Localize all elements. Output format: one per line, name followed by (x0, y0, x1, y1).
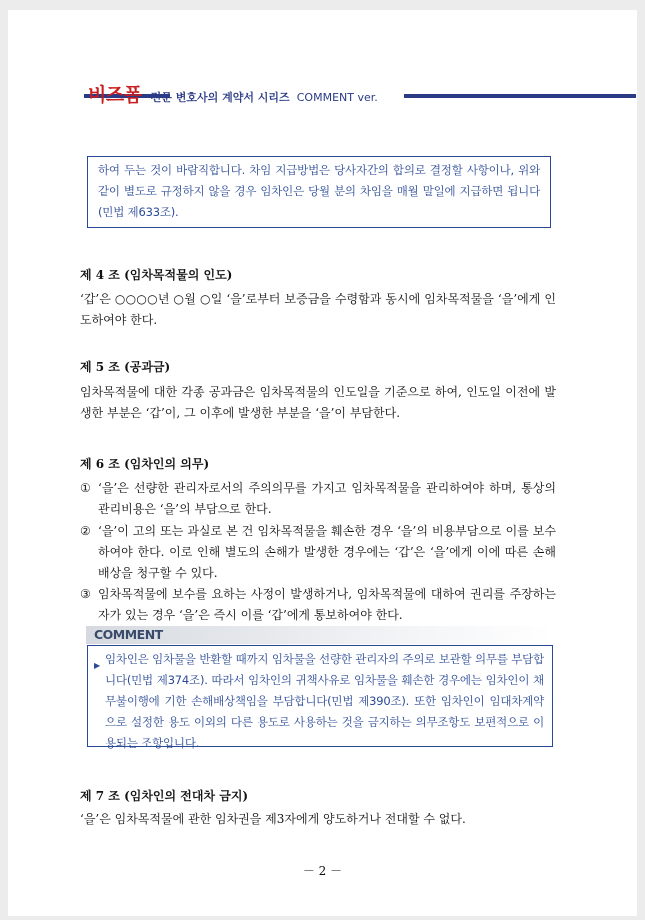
item-text: 임차목적물에 보수를 요하는 사정이 발생하거나, 임차목적물에 대하여 권리를 주장하는 자가 있는 경우 ‘을’은 즉시 이를 ‘갑’에게 통보하여야 한다. (98, 587, 556, 622)
article-6-item-3 (80, 584, 556, 626)
note-box (87, 156, 551, 228)
item-number: ③ (80, 587, 91, 601)
item-text: ‘을’은 선량한 관리자로서의 주의의무를 가지고 임차목적물을 관리하여야 하며, 통상의 관리비용은 ‘을’의 부담으로 한다. (98, 481, 556, 516)
comment-box (87, 645, 553, 750)
article-4-heading: 제 4 조 (임차목적물의 인도) (80, 268, 233, 282)
article-5-body: 임차목적물에 대한 각종 공과금은 임차목적물의 인도일을 기준으로 하여, 인도일 이전에 발생한 부분은 ‘갑’이, 그 이후에 발생한 부분을 ‘을’이 부담한다. (80, 385, 556, 420)
article-7-heading: 제 7 조 (임차인의 전대차 금지) (80, 789, 249, 803)
article-6-item-2 (80, 521, 556, 584)
comment-label-bar (86, 626, 554, 644)
comment-label: COMMENT (94, 627, 163, 642)
brand-logo: 비즈폼 (88, 84, 142, 106)
page-number: － 2 － (302, 864, 343, 878)
note-text: 하여 두는 것이 바람직합니다. 차임 지급방법은 당사자간의 합의로 결정할 사항이나, 위와 같이 별도로 규정하지 않을 경우 임차인은 당월 분의 차임을 매월 말일에 지급하면 됩니다(민법 제633조). (98, 163, 540, 219)
item-number: ② (80, 524, 91, 538)
comment-text: 임차인은 임차물을 반환할 때까지 임차물을 선량한 관리자의 주의로 보관할 의무를 부담합니다(민법 제374조). 따라서 임차인의 귀책사유로 임차물을 훼손한 경우에는 임차인이 채무불이행에 기한 손해배상책임을 부담합니다(민법 제390조). 또한 임차인이 임대차계약으로 설정한 용도 이외의 다른 용도로 사용하는 것을 금지하는 의무조항도 보편적으로 이용되는 조항입니다. (105, 652, 544, 750)
document-header (88, 80, 378, 107)
article-5-heading: 제 5 조 (공과금) (80, 360, 171, 374)
header-rule-right (404, 94, 636, 98)
article-7-body: ‘을’은 임차목적물에 관한 임차권을 제3자에게 양도하거나 전대할 수 없다. (80, 812, 466, 826)
article-6-heading: 제 6 조 (임차인의 의무) (80, 457, 210, 471)
series-title: 전문 변호사의 계약서 시리즈 (150, 91, 290, 104)
item-text: ‘을’이 고의 또는 과실로 본 건 임차목적물을 훼손한 경우 ‘을’의 비용부담으로 이를 보수하여야 한다. 이로 인해 별도의 손해가 발생한 경우에는 ‘갑’은 ‘을’에게 이에 따른 손해배상을 청구할 수 있다. (98, 524, 556, 580)
article-4-body: ‘갑’은 ○○○○년 ○월 ○일 ‘을’로부터 보증금을 수령함과 동시에 임차목적물을 ‘을’에게 인도하여야 한다. (80, 292, 556, 327)
triangle-right-icon: ▶ (94, 661, 100, 670)
version-label: COMMENT ver. (296, 91, 378, 104)
article-6-item-1 (80, 478, 556, 520)
item-number: ① (80, 481, 91, 495)
